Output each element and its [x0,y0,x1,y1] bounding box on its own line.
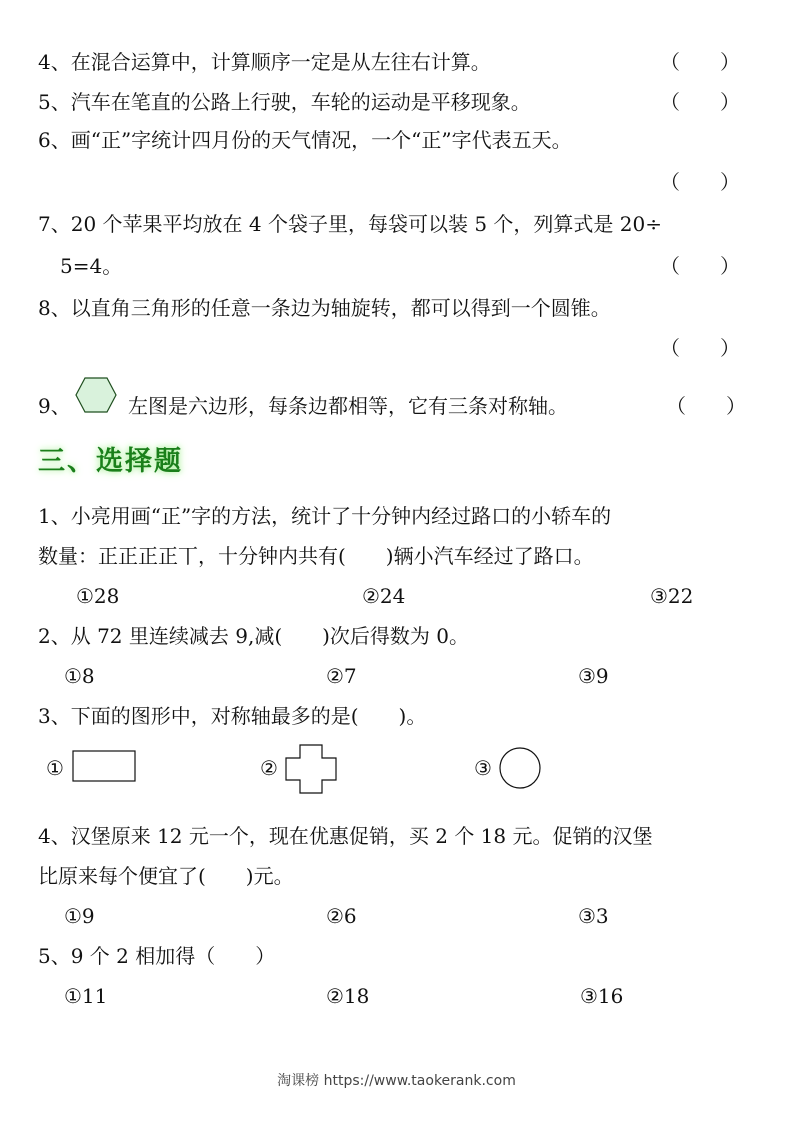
choice-q2-option-1[interactable]: ①8 [64,664,95,688]
choice-q4-option-2[interactable]: ②6 [326,904,357,928]
choice-q5-text: 5、9 个 2 相加得（ ） [38,944,276,968]
judge-q5-text: 5、汽车在笔直的公路上行驶，车轮的运动是平移现象。 [38,90,531,114]
judge-q5-answer-blank[interactable]: （ ） [660,90,740,114]
judge-q6-text: 6、画“正”字统计四月份的天气情况，一个“正”字代表五天。 [38,128,572,152]
choice-q3-option-1[interactable]: ① [46,756,64,780]
judge-q9-text: 左图是六边形，每条边都相等，它有三条对称轴。 [128,394,568,418]
judge-q7-answer-blank[interactable]: （ ） [660,254,740,278]
footer-watermark: 淘课榜 https://www.taokerank.com [277,1073,516,1089]
choice-q4-option-1[interactable]: ①9 [64,904,95,928]
choice-q4-text-cont: 比原来每个便宜了( )元。 [38,864,294,888]
judge-q4-text: 4、在混合运算中，计算顺序一定是从左往右计算。 [38,50,491,74]
judge-q7-text: 7、20 个苹果平均放在 4 个袋子里，每袋可以装 5 个，列算式是 20÷ [38,212,662,236]
choice-q2-option-3[interactable]: ③9 [578,664,609,688]
choice-q5-option-2[interactable]: ②18 [326,984,370,1008]
choice-q1-option-2[interactable]: ②24 [362,584,406,608]
choice-q3-option-2[interactable]: ② [260,756,278,780]
judge-q8-text: 8、以直角三角形的任意一条边为轴旋转，都可以得到一个圆锥。 [38,296,611,320]
choice-q1-option-1[interactable]: ①28 [76,584,120,608]
judge-q9-answer-blank[interactable]: （ ） [666,394,746,418]
choice-q3-text: 3、下面的图形中，对称轴最多的是( )。 [38,704,427,728]
choice-q1-text: 1、小亮用画“正”字的方法，统计了十分钟内经过路口的小轿车的 [38,504,612,528]
judge-q4-answer-blank[interactable]: （ ） [660,50,740,74]
cross-shape-icon [284,744,340,794]
circle-shape-icon [498,746,542,790]
choice-q1-option-3[interactable]: ③22 [650,584,694,608]
choice-q2-option-2[interactable]: ②7 [326,664,357,688]
choice-q1-text-cont: 数量：正正正正丅，十分钟内共有( )辆小汽车经过了路口。 [38,544,594,568]
choice-q2-text: 2、从 72 里连续减去 9,减( )次后得数为 0。 [38,624,470,648]
choice-q5-option-1[interactable]: ①11 [64,984,108,1008]
section-title-choice: 三、选择题 [38,446,183,477]
judge-q6-answer-blank[interactable]: （ ） [660,170,740,194]
rectangle-shape-icon [72,750,138,784]
choice-q4-text: 4、汉堡原来 12 元一个，现在优惠促销，买 2 个 18 元。促销的汉堡 [38,824,653,848]
choice-q5-option-3[interactable]: ③16 [580,984,624,1008]
choice-q4-option-3[interactable]: ③3 [578,904,609,928]
choice-q3-option-3[interactable]: ③ [474,756,492,780]
hexagon-icon [74,376,118,414]
judge-q9-number: 9、 [38,394,71,418]
judge-q7-text-cont: 5=4。 [60,254,123,278]
judge-q8-answer-blank[interactable]: （ ） [660,336,740,360]
